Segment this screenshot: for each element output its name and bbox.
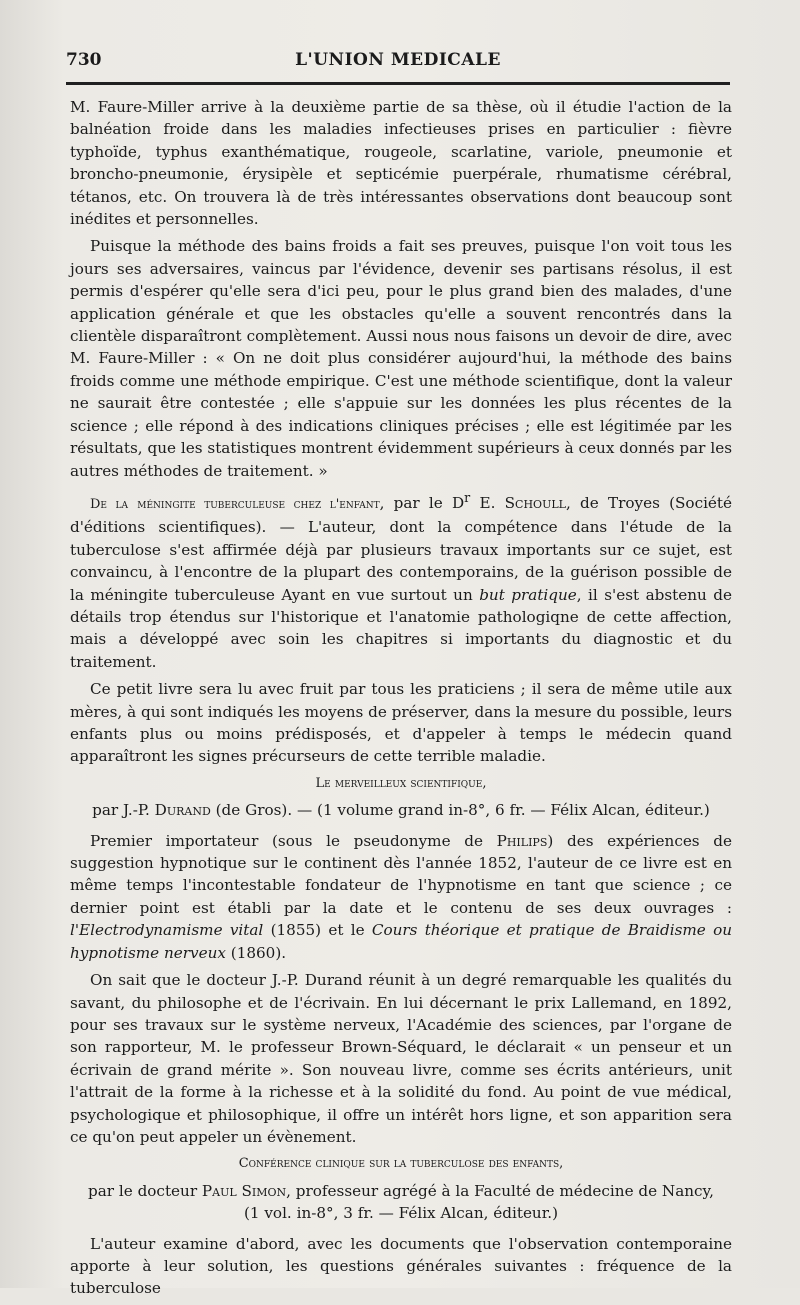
pub-details: (de Gros). — (1 volume grand in-8°, 6 fr. — Félix Alcan, éditeur.) (210, 801, 710, 820)
review-pub-merveilleux (70, 799, 732, 821)
work-title-1: l'Electrodynamisme vital (70, 921, 264, 940)
header-rule (66, 82, 730, 85)
pub-author: Durand (154, 801, 211, 820)
review-author: E. Schoull (479, 493, 566, 512)
pub-details: , professeur agrégé à la Faculté de médecine de Nancy, (286, 1181, 714, 1200)
pseudonym: Philips (496, 831, 548, 850)
review-pub-conference-line2: (1 vol. in-8°, 3 fr. — Félix Alcan, éditeur.) (243, 1204, 559, 1223)
text-d: (1860). (225, 943, 287, 962)
paragraph-balneation: M. Faure-Miller arrive à la deuxième partie de sa thèse, où il étudie l'action de la balnéation froide dans les maladies infectieuses prises en particulier : fièvre typhoïde, typhus exanthématique, rougeole, scarlatine, variole, pneumonie et broncho-pneumonie, érysipèle et septicémie puerpérale, rhumatisme cérébral, tétanos, etc. On trouvera là de très intéressantes observations dont beaucoup sont inédites et personnelles. (70, 98, 732, 229)
review-by: , par le D (379, 493, 465, 512)
text-b: ) des expériences de suggestion hypnotique sur le continent dès l'année 1852, l'auteur de ce livre est en même temps l'incontestable fondateur de l'hypnotisme en tant que science ; ce dernier point est établi par la date et le contenu de ses deux ouvrages : (70, 831, 732, 917)
review-meningite-p2: Ce petit livre sera lu avec fruit par tous les praticiens ; il sera de même utile aux mères, à qui sont indiqués les moyens de préserver, dans la mesure du possible, leurs enfants plus ou moins prédisposés, et d'appeler à temps le médecin quand apparaîtront les signes précurseurs de cette terrible maladie. (70, 680, 732, 766)
review-conference-p1: L'auteur examine d'abord, avec les documents que l'observation contemporaine apporte à leur solution, les questions générales suivantes : fréquence de la tuberculose (70, 1234, 732, 1298)
pub-author: Paul Simon (201, 1181, 287, 1200)
text-c: (1855) et le (263, 921, 372, 940)
review-title: méningite tuberculeuse chez l'enfant (137, 496, 380, 512)
review-by-sup: r (464, 489, 471, 505)
paragraph-bains-froids: Puisque la méthode des bains froids a fait ses preuves, puisque l'on voit tous les jours ses adversaires, vaincus par l'évidence, devenir ses partisans résolus, il est permis d'espérer qu'elle sera d'ici peu, pour le plus grand bien des malades, d'une application générale et que les obstacles qu'elle a souvent rencontrés dans la clientèle disparaîtront complètement. Aussi nous nous faisons un devoir de dire, avec M. Faure-Miller : « On ne doit plus considérer aujourd'hui, la méthode des bains froids comme une méthode empirique. C'est une méthode scientifique, dont la valeur ne saurait être contestée ; elle s'appuie sur les données les plus récentes de la science ; elle répond à des indications cliniques précises ; elle est légitimée par les résultats, que les statistiques montrent évidemment supérieurs à ceux donnés par les autres méthodes de traitement. » (70, 237, 732, 480)
page-header (66, 50, 730, 80)
page-number: 730 (66, 50, 102, 70)
review-heading-conference: Conférence clinique sur la tuberculose des enfants, (238, 1156, 564, 1172)
review-text-b: , il s'est abstenu de détails trop étendus sur l'historique et l'anatomie pathologiqne de cette affection, mais a développé avec soin les chapitres si importants du diagnostic et du traitement. (70, 585, 732, 671)
review-heading-merveilleux: Le merveilleux scientifique, (315, 775, 487, 791)
pub-prefix: par J.-P. (92, 801, 155, 820)
review-merveilleux-p2: On sait que le docteur J.-P. Durand réunit à un degré remarquable les qualités du savant, du philosophe et de l'écrivain. En lui décernant le prix Lallemand, en 1892, pour ses travaux sur le système nerveux, l'Académie des sciences, par l'organe de son rapporteur, M. le professeur Brown-Séquard, le déclarait « un penseur et un écrivain de grand mérite ». Son nouveau livre, comme ses écrits antérieurs, unit l'attrait de la forme à la richesse et à la solidité du fond. Au point de vue médical, psychologique et philosophique, il offre un intérêt hors ligne, et son apparition sera ce qu'on peut appeler un évènement. (70, 971, 732, 1146)
review-italic: but pratique (479, 585, 577, 604)
article-body (70, 96, 732, 1305)
review-meningite (70, 487, 732, 673)
pub-prefix: par le docteur (88, 1181, 202, 1200)
review-pub-conference (70, 1180, 732, 1202)
review-text-a: , de Troyes (Société d'éditions scientifiques). — L'auteur, dont la compétence dans l'étude de la tuberculose s'est affirmée déjà par plusieurs travaux importants sur ce sujet, est convaincu, à l'encontre de la plupart des contemporains, de la guérison possible de la méningite tuberculeuse Ayant en vue surtout un (70, 493, 733, 604)
running-title: L'UNION MEDICALE (295, 50, 501, 70)
review-merveilleux-p1 (70, 830, 732, 964)
work-title-2: Cours théorique et pratique de Braidisme ou hypnotisme nerveux (70, 921, 732, 962)
review-title-prefix: De la (90, 496, 129, 512)
text-a: Premier importateur (sous le pseudonyme de (90, 831, 497, 850)
